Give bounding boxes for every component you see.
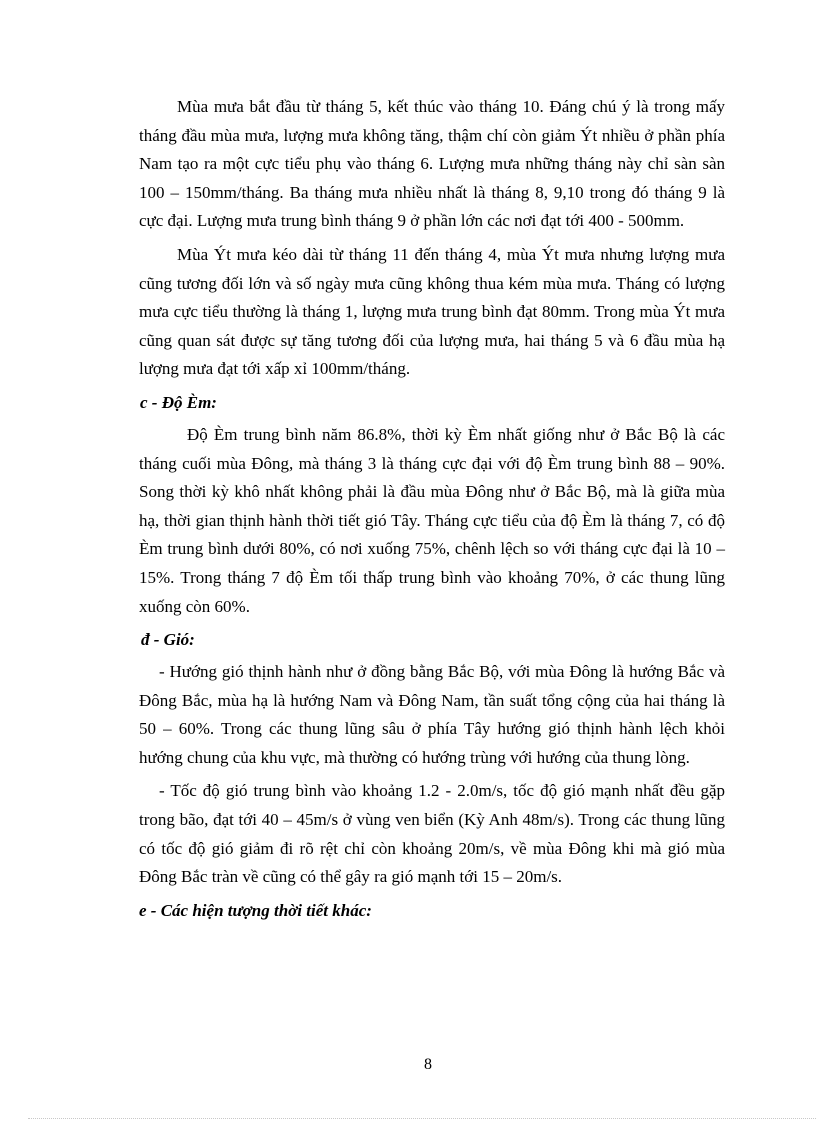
paragraph-dry-season: Mùa Ýt mưa kéo dài từ tháng 11 đến tháng 4, mùa Ýt mưa nhưng lượng mưa cũng tương đối lớn và số ngày mưa cũng không thua kém mùa mưa. Tháng có lượng mưa cực tiểu thường là tháng 1, lượng mưa trung bình đạt 80mm. Trong mùa Ýt mưa cũng quan sát được sự tăng tương đối của lượng mưa, hai tháng 5 và 6 đầu mùa hạ lượng mưa đạt tới xấp xỉ 100mm/tháng. xyxy=(139,244,725,379)
paragraph-wind-direction: - Hướng gió thịnh hành như ở đồng bằng Bắc Bộ, với mùa Đông là hướng Bắc và Đông Bắc, mùa hạ là hướng Nam và Đông Nam, tần suất tổng cộng của hai tháng là 50 – 60%. Trong các thung lũng sâu ở phía Tây hướng gió thịnh hành lệch khỏi hướng chung của khu vực, mà thường có hướng trùng với hướng của thung lòng. xyxy=(139,662,725,767)
heading-wind: đ - Gió: xyxy=(141,630,195,650)
heading-humidity: c - Độ Èm: xyxy=(140,392,217,412)
document-body xyxy=(139,93,725,929)
paragraph-wind-speed: - Tốc độ gió trung bình vào khoảng 1.2 - 2.0m/s, tốc độ gió mạnh nhất đều gặp trong bão, đạt tới 40 – 45m/s ở vùng ven biển (Kỳ Anh 48m/s). Trong các thung lũng có tốc độ gió giảm đi rõ rệt chỉ còn khoảng 20m/s, về mùa Đông khi mà gió mùa Đông Bắc tràn về cũng có thể gây ra gió mạnh tới 15 – 20m/s. xyxy=(139,781,725,887)
paragraph-humidity: Độ Èm trung bình năm 86.8%, thời kỳ Èm nhất giống như ở Bắc Bộ là các tháng cuối mùa Đông, mà tháng 3 là tháng cực đại với độ Èm trung bình 88 – 90%. Song thời kỳ khô nhất không phải là đầu mùa Đông như ở Bắc Bộ, mà là giữa mùa hạ, thời gian thịnh hành thời tiết gió Tây. Tháng cực tiểu của độ Èm là tháng 7, có độ Èm trung bình dưới 80%, có nơi xuống 75%, chênh lệch so với tháng cực đại là 10 – 15%. Trong tháng 7 độ Èm tối thấp trung bình vào khoảng 70%, ở các thung lũng xuống còn 60%. xyxy=(139,424,725,616)
heading-other-weather: e - Các hiện tượng thời tiết khác: xyxy=(139,900,372,920)
page-number: 8 xyxy=(424,1056,432,1073)
page-bottom-divider xyxy=(28,1118,816,1119)
paragraph-rainy-season: Mùa mưa bắt đầu từ tháng 5, kết thúc vào tháng 10. Đáng chú ý là trong mấy tháng đầu mùa mưa, lượng mưa không tăng, thậm chí còn giảm Ýt nhiều ở phần phía Nam tạo ra một cực tiểu phụ vào tháng 6. Lượng mưa những tháng này chỉ sàn sàn 100 – 150mm/tháng. Ba tháng mưa nhiều nhất là tháng 8, 9,10 trong đó tháng 9 là cực đại. Lượng mưa trung bình tháng 9 ở phần lớn các nơi đạt tới 400 - 500mm. xyxy=(139,97,725,231)
